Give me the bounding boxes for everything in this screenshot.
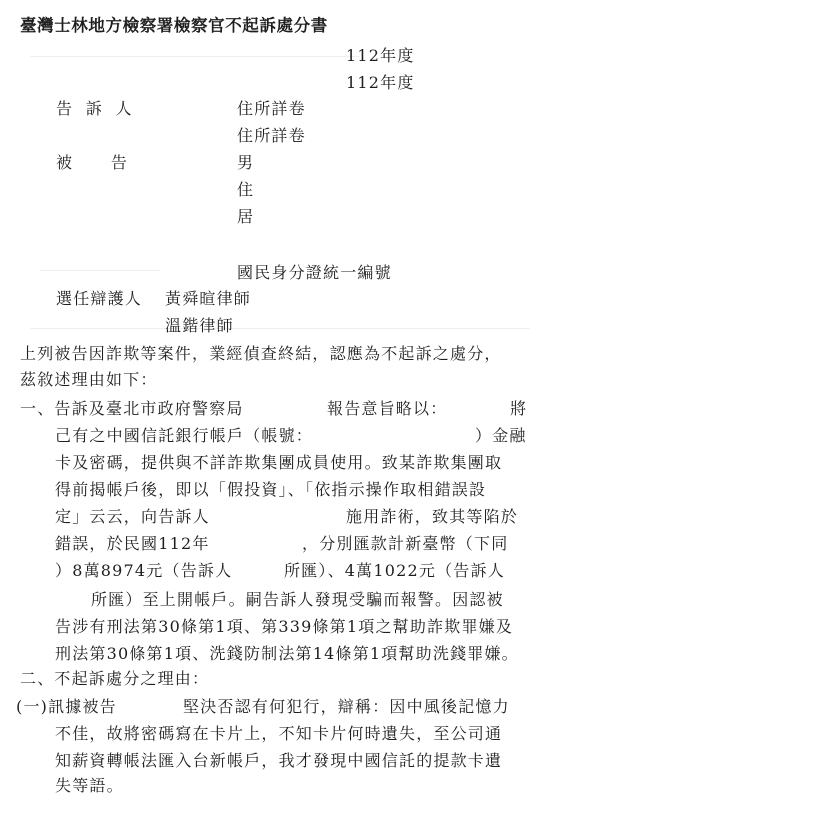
complainant-label: 告 訴 人 [56, 99, 133, 118]
section-one-report: 報告意旨略以： [327, 399, 448, 418]
bleed-through-line [30, 328, 530, 329]
body-line: ，分別匯款計新臺幣（下同 [302, 534, 509, 553]
complainant-address-2: 住所詳卷 [237, 126, 306, 145]
body-line-financial: ）金融 [475, 426, 527, 445]
bleed-through-line [30, 56, 360, 57]
body-line: 定」云云，向告訴人 [55, 507, 210, 526]
defendant-gender: 男 [237, 153, 255, 172]
body-line: 失等語。 [55, 776, 124, 795]
body-line: 告涉有刑法第30條第1項、第339條第1項之幫助詐欺罪嫌及 [55, 617, 514, 636]
body-line: 卡及密碼，提供與不詳詐欺集團成員使用。致某詐欺集團取 [55, 453, 503, 472]
defendant-residence-2: 居 [237, 207, 255, 226]
complainant-address-1: 住所詳卷 [237, 99, 306, 118]
body-line: 知薪資轉帳法匯入台新帳戶，我才發現中國信託的提款卡遺 [55, 751, 503, 770]
defendant-residence-1: 住 [237, 180, 255, 199]
defendant-label: 被 告 [56, 153, 129, 172]
body-line: ）8萬8974元（告訴人 [55, 561, 233, 580]
body-line: 施用詐術，致其等陷於 [346, 507, 519, 526]
body-line: 所匯）、4萬1022元（告訴人 [284, 561, 505, 580]
case-year-line-2: 112年度 [346, 73, 415, 92]
section-one-jiang: 將 [510, 399, 528, 418]
body-line: 得前揭帳戶後，即以「假投資」、「依指示操作取相錯誤設 [55, 480, 487, 499]
body-line: 錯誤，於民國112年 [55, 534, 210, 553]
body-line: 刑法第30條第1項、洗錢防制法第14條第1項幫助洗錢罪嫌。 [55, 644, 519, 663]
body-line: 所匯）至上開帳戶。嗣告訴人發現受騙而報警。因認被 [91, 590, 504, 609]
body-intro-line-2: 茲敘述理由如下： [20, 370, 158, 389]
section-one-heading: 一、告訴及臺北市政府警察局 [20, 399, 244, 418]
body-line-account: 己有之中國信託銀行帳戶（帳號： [55, 426, 314, 445]
defense-lawyer-2: 溫鍇律師 [165, 316, 234, 335]
section-two-heading: 二、不起訴處分之理由： [20, 669, 210, 688]
body-intro-line-1: 上列被告因詐欺等案件，業經偵查終結，認應為不起訴之處分， [20, 344, 502, 363]
defense-attorney-label: 選任辯護人 [56, 289, 143, 308]
body-line: 不佳，故將密碼寫在卡片上，不知卡片何時遺失，至公司通 [55, 724, 503, 743]
subsection-one-heading: (一)訊據被告 [16, 697, 117, 716]
document-title: 臺灣士林地方檢察署檢察官不起訴處分書 [20, 16, 328, 35]
case-year-line-1: 112年度 [346, 46, 415, 65]
defense-lawyer-1: 黃舜暄律師 [165, 289, 252, 308]
defendant-id-label: 國民身分證統一編號 [237, 263, 392, 282]
bleed-through-line [40, 270, 160, 271]
body-line: 堅決否認有何犯行，辯稱：因中風後記憶力 [183, 697, 510, 716]
